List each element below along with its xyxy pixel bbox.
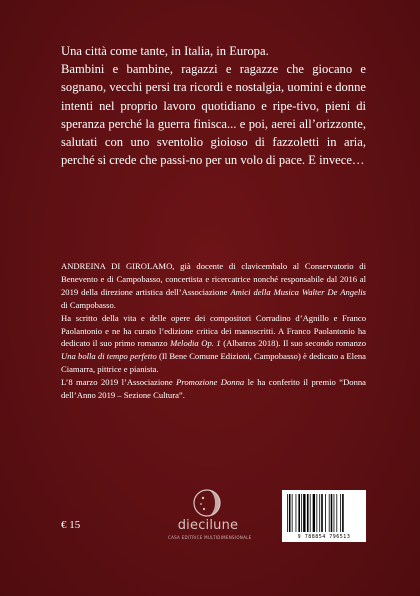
- barcode-bar: [334, 494, 335, 532]
- moon-logo-icon: [192, 486, 222, 520]
- barcode-bar: [303, 494, 305, 532]
- bio-p1-end: di Campobasso.: [61, 299, 116, 310]
- barcode-bar: [316, 494, 317, 532]
- publisher-logo: [168, 486, 252, 546]
- bio-p2-b: (Albatros 2018). Il suo secondo romanzo: [220, 338, 366, 349]
- bio-p2-italic-2: Una bolla di tempo perfetto: [61, 351, 157, 362]
- bio-p2-a: Ha scritto della vita e delle opere dei compositori Corradino d’Agnillo e Franco Paolantonio e ne ha curato l’edizione critica dei manoscritti. A Franco Paolantonio ha dedicato il suo primo romanzo: [61, 312, 366, 349]
- publisher-tagline: CASA EDITRICE MULTIDIMENSIONALE: [168, 535, 252, 540]
- barcode-bar: [319, 494, 320, 532]
- bio-p3-a: L’8 marzo 2019 l’Associazione: [61, 377, 177, 388]
- barcode-bar: [329, 494, 330, 532]
- barcode-bar: [287, 494, 288, 532]
- barcode-bar: [301, 494, 302, 532]
- price-label: € 15: [61, 519, 81, 531]
- author-bio: [61, 260, 366, 402]
- bio-paragraph-3: [61, 376, 366, 402]
- barcode-bar: [325, 494, 326, 532]
- barcode-bar: [340, 494, 341, 532]
- barcode-bar: [296, 494, 297, 532]
- barcode-bar: [336, 494, 337, 532]
- bio-p3-b: le ha conferito il premio “Donna dell’Anno 2019 – Sezione Cultura”.: [61, 377, 366, 401]
- barcode-bar: [321, 494, 323, 532]
- isbn-barcode: [282, 490, 366, 542]
- bio-p2-c: (Il Bene Comune Edizioni, Campobasso) è dedicato a Elena Ciamarra, pittrice e pianista.: [61, 351, 366, 375]
- barcode-bar: [310, 494, 311, 532]
- bio-p2-italic-1: Melodia Op. 1: [170, 338, 221, 349]
- synopsis: [61, 42, 366, 169]
- synopsis-body: Bambini e bambine, ragazzi e ragazze che giocano e sognano, vecchi persi tra ricordi e nostalgia, uomini e donne intenti nel proprio lavoro quotidiano e ripe-tivo, pieni di speranza perché la guerra finisca... e poi, aerei all’orizzonte, salutati con uno sventolio gioioso di fazzoletti in aria, perché si crede che passi-no per un volo di pace. E invece…: [61, 62, 366, 168]
- bio-p3-italic: Promozione Donna: [176, 377, 245, 388]
- bio-p1-italic: Amici della Musica Walter De Angelis: [230, 286, 367, 297]
- barcode-bar: [313, 494, 315, 532]
- bio-paragraph-2: [61, 312, 366, 377]
- barcode-bar: [331, 494, 333, 532]
- synopsis-line-1: Una città come tante, in Italia, in Europa.: [61, 44, 269, 58]
- publisher-name: diecilune: [177, 518, 239, 533]
- barcode-bars: [286, 494, 362, 532]
- barcode-bar: [298, 494, 300, 532]
- bio-paragraph-1: [61, 260, 366, 312]
- isbn-number: 9 788854 796513: [297, 534, 351, 540]
- barcode-bar: [289, 494, 291, 532]
- barcode-bar: [307, 494, 309, 532]
- barcode-bar: [292, 494, 293, 532]
- barcode-bar: [342, 494, 344, 532]
- bio-p1-text: ANDREINA DI GIROLAMO, già docente di clavicembalo al Conservatorio di Benevento e di Campobasso, concertista e ricercatrice nonché responsabile dal 2016 al 2019 della direzione artistica dell’Associazione: [61, 261, 366, 297]
